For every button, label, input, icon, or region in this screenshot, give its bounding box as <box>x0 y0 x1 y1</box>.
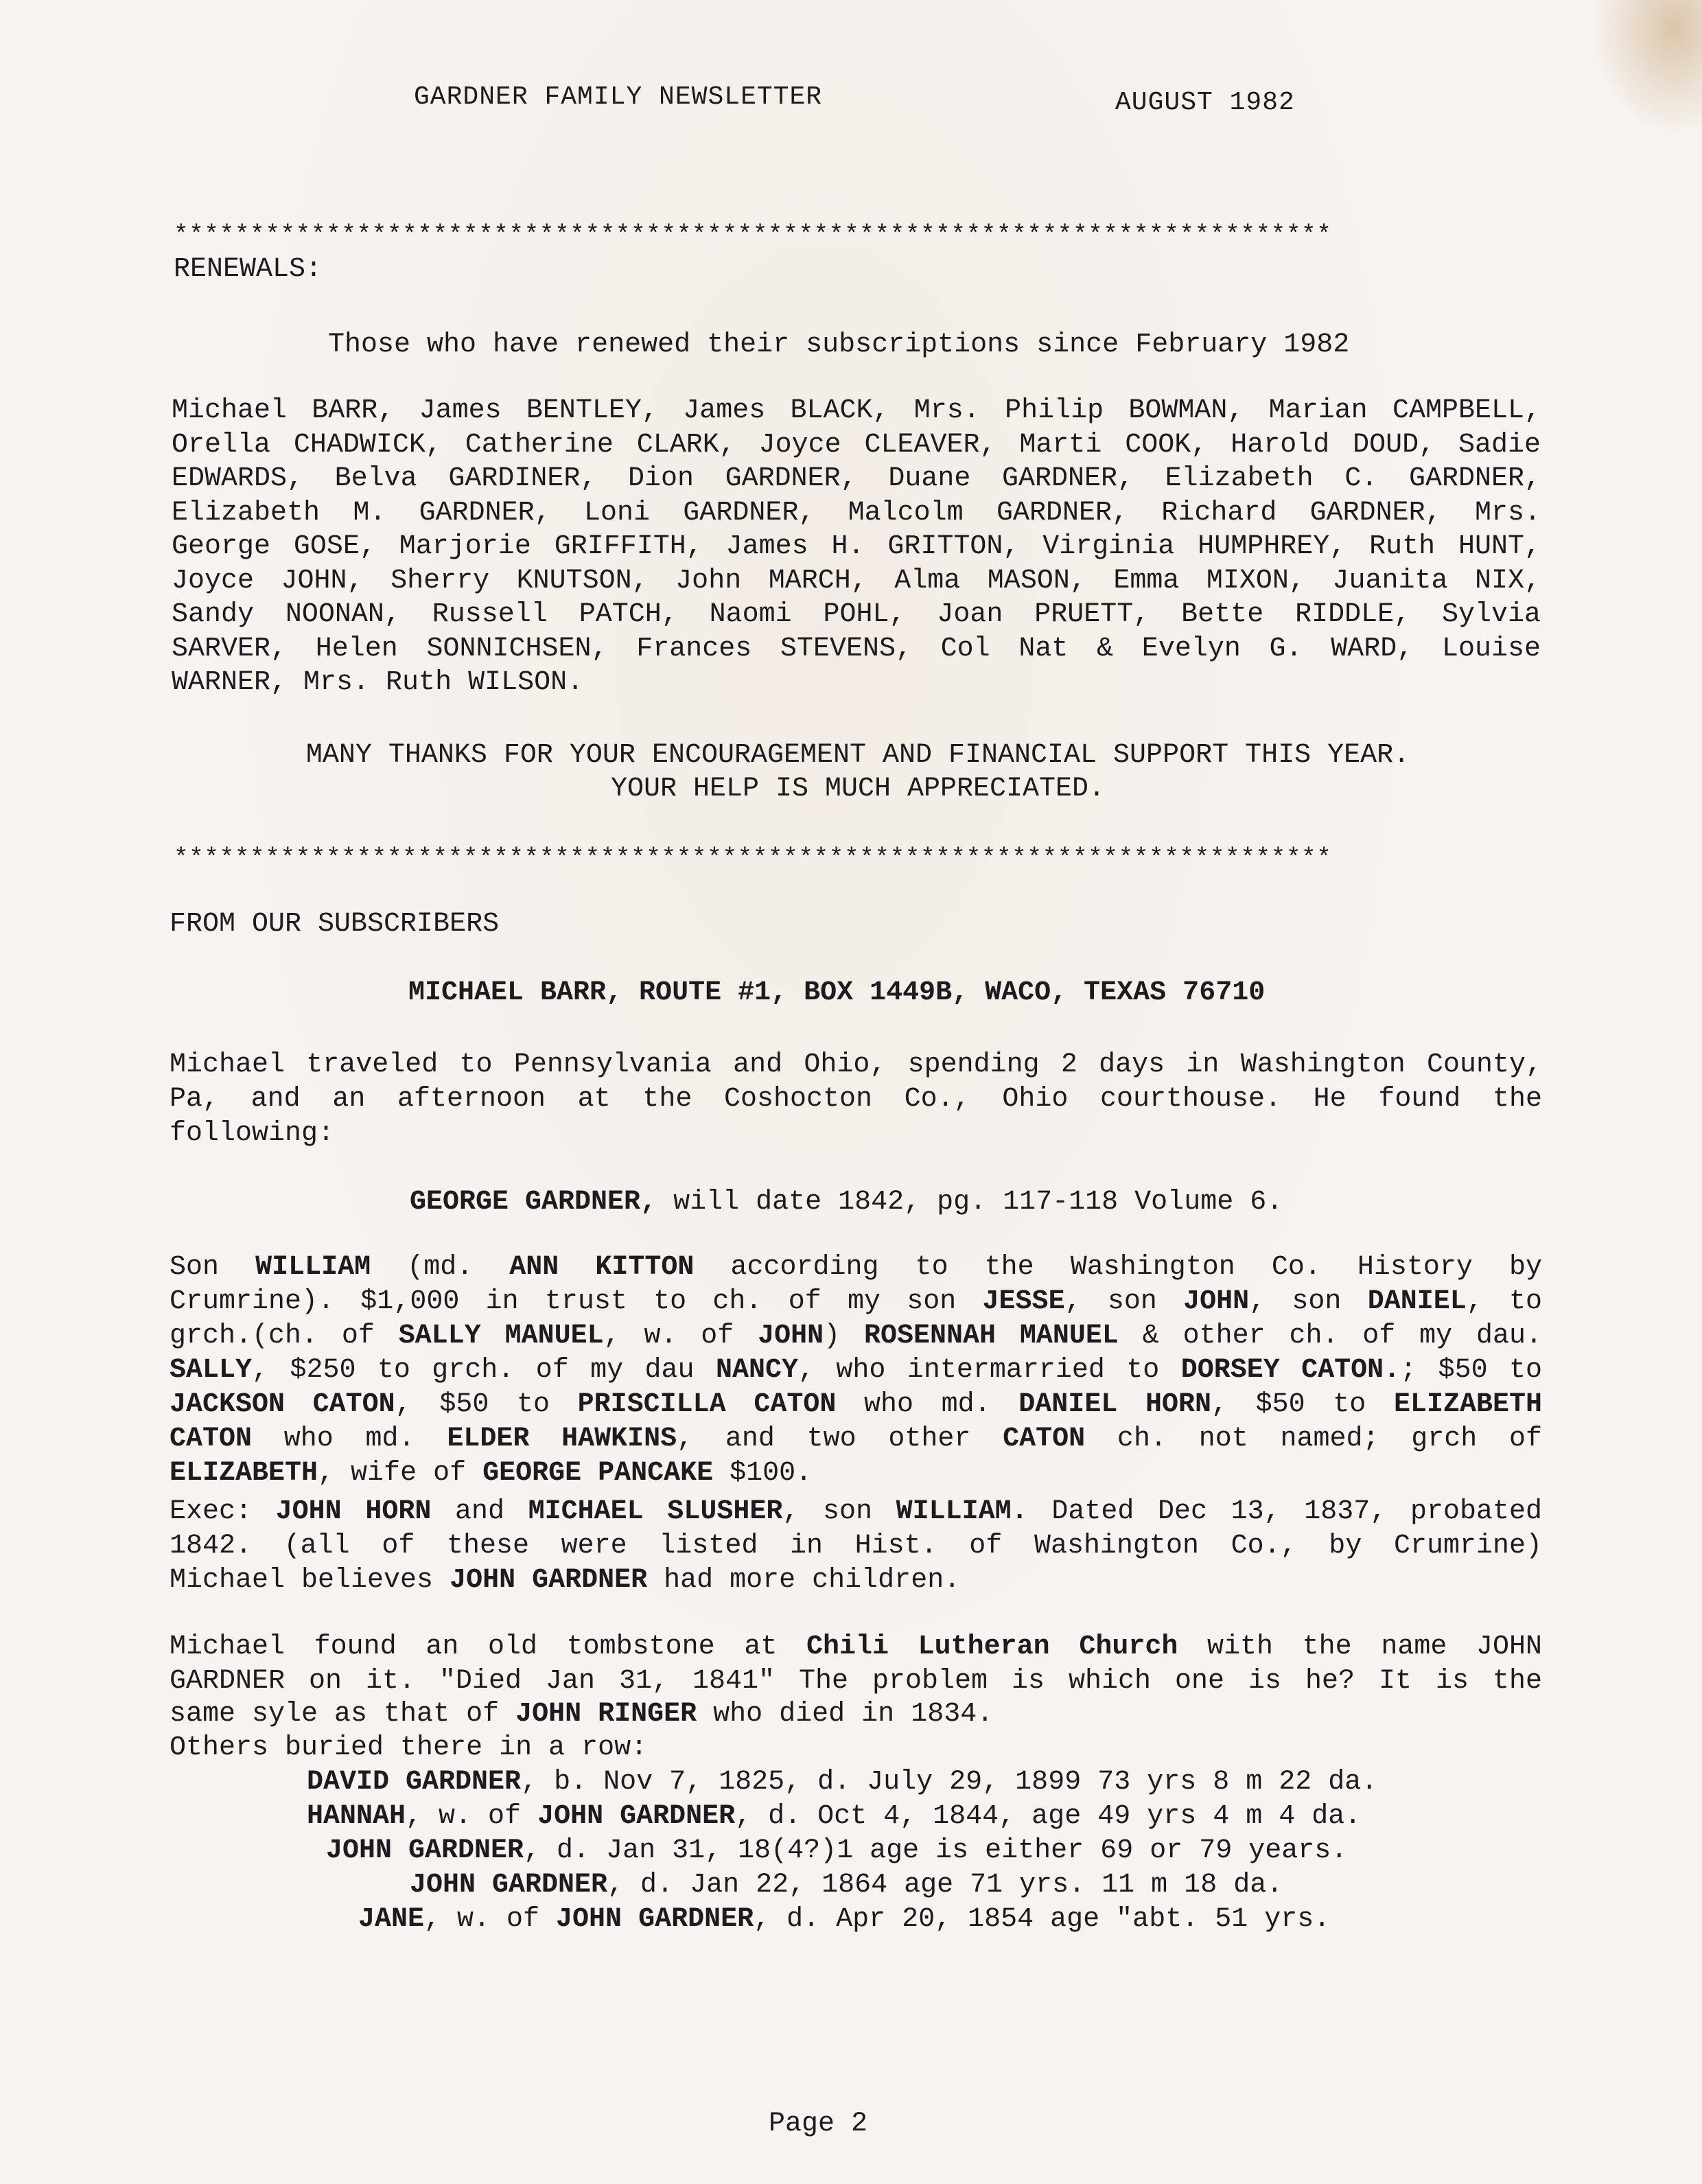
text-run: according to the Washington Co. History by <box>694 1252 1543 1283</box>
bold-name: WILLIAM <box>255 1252 371 1283</box>
will-line <box>170 1354 1542 1388</box>
text-run: Dated Dec 13, 1837, probated <box>1027 1496 1542 1527</box>
burials-list <box>0 1765 1702 1937</box>
tombstone-line <box>170 1630 1542 1664</box>
text-run: & other ch. of my dau. <box>1118 1321 1543 1351</box>
will-line <box>170 1319 1542 1354</box>
text-run: , son <box>1064 1286 1184 1317</box>
renewal-names-line: Orella CHADWICK, Catherine CLARK, Joyce CLEAVER, Marti COOK, Harold DOUD, Sadie <box>172 429 1541 461</box>
bold-name: ELDER HAWKINS <box>447 1424 677 1454</box>
text-run: , $250 to grch. of my dau <box>252 1355 716 1386</box>
text-run: had more children. <box>647 1565 961 1596</box>
will-paragraph <box>170 1251 1542 1491</box>
bold-name: JOHN HORN <box>275 1496 432 1527</box>
bold-name: DORSEY CATON. <box>1180 1355 1401 1386</box>
text-run: 1842. (all of these were listed in Hist. of Washington Co., by Crumrine) <box>170 1531 1542 1561</box>
text-run: ; $50 to <box>1400 1355 1542 1386</box>
text-run: same syle as that of <box>170 1699 516 1730</box>
thanks-line-1: MANY THANKS FOR YOUR ENCOURAGEMENT AND FINANCIAL SUPPORT THIS YEAR. <box>305 740 1410 771</box>
renewal-names-line: EDWARDS, Belva GARDINER, Dion GARDNER, Duane GARDNER, Elizabeth C. GARDNER, <box>172 463 1541 494</box>
believes-line <box>170 1564 960 1598</box>
same-style-line <box>170 1697 993 1732</box>
renewal-names-line: Joyce JOHN, Sherry KNUTSON, John MARCH, Alma MASON, Emma MIXON, Juanita NIX, <box>172 565 1541 596</box>
text-run: Exec: <box>170 1496 276 1527</box>
text-run: , d. Jan 22, 1864 age 71 yrs. 11 m 18 da. <box>607 1870 1283 1901</box>
text-run: , son <box>1249 1286 1368 1317</box>
text-run: ) <box>824 1321 865 1351</box>
text-run: , wife of <box>318 1458 483 1489</box>
will-line <box>170 1285 1542 1319</box>
subscriber-address: MICHAEL BARR, ROUTE #1, BOX 1449B, WACO, TEXAS 76710 <box>408 977 1266 1008</box>
newsletter-date: AUGUST 1982 <box>1115 88 1295 117</box>
text-run: Crumrine). $1,000 in trust to ch. of my son <box>170 1286 983 1317</box>
burial-entry <box>358 1903 1702 1937</box>
burial-entry <box>410 1868 1702 1903</box>
bold-name: JANE <box>358 1904 425 1935</box>
bold-name: SALLY <box>170 1355 253 1386</box>
bold-name: JOHN GARDNER <box>450 1565 648 1596</box>
will-details: will date 1842, pg. 117-118 Volume 6. <box>657 1187 1283 1218</box>
bold-name: JOHN <box>758 1321 824 1351</box>
renewal-names-line: Sandy NOONAN, Russell PATCH, Naomi POHL, Joan PRUETT, Bette RIDDLE, Sylvia <box>172 599 1541 630</box>
renewals-names-list <box>172 394 1541 700</box>
will-line <box>170 1251 1542 1285</box>
thanks-line-2: YOUR HELP IS MUCH APPRECIATED. <box>610 774 1106 804</box>
others-heading: Others buried there in a row: <box>170 1732 648 1763</box>
bold-name: JOHN GARDNER <box>410 1870 608 1901</box>
will-testator: GEORGE GARDNER, <box>410 1187 657 1218</box>
text-run: (md. <box>371 1252 510 1283</box>
will-line <box>170 1456 1542 1491</box>
bold-name: NANCY <box>715 1355 798 1386</box>
text-run: , d. Oct 4, 1844, age 49 yrs 4 m 4 da. <box>735 1801 1362 1832</box>
text-run: Son <box>170 1252 256 1283</box>
bold-name: CATON <box>170 1424 253 1454</box>
travel-paragraph <box>170 1048 1542 1151</box>
text-run: Michael found an old tombstone at <box>170 1631 806 1662</box>
text-run: , d. Jan 31, 18(4?)1 age is either 69 or 79 years. <box>524 1835 1348 1866</box>
renewals-heading: RENEWALS: <box>174 254 323 285</box>
same-style-text <box>170 1697 993 1732</box>
text-run: , b. Nov 7, 1825, d. July 29, 1899 73 yrs 8 m 22 da. <box>521 1767 1378 1798</box>
text-run: who md. <box>252 1424 447 1454</box>
bold-name: DANIEL HORN <box>1018 1389 1211 1420</box>
bold-name: DAVID GARDNER <box>307 1767 522 1798</box>
bold-name: PRISCILLA CATON <box>577 1389 837 1420</box>
bold-name: WILLIAM. <box>896 1496 1028 1527</box>
renewal-names-line: Elizabeth M. GARDNER, Loni GARDNER, Malcolm GARDNER, Richard GARDNER, Mrs. <box>172 497 1541 528</box>
bold-name: JOHN GARDNER <box>556 1904 754 1935</box>
bold-name: JOHN <box>1183 1286 1250 1317</box>
renewals-intro: Those who have renewed their subscriptions since February 1982 <box>328 329 1350 360</box>
bold-name: MICHAEL SLUSHER <box>528 1496 783 1527</box>
text-run: , son <box>782 1496 896 1527</box>
bold-name: GEORGE PANCAKE <box>482 1458 714 1489</box>
text-run: , $50 to <box>395 1389 578 1420</box>
bold-name: HANNAH <box>307 1801 406 1832</box>
text-run: GARDNER on it. "Died Jan 31, 1841" The problem is which one is he? It is the <box>170 1666 1542 1697</box>
executors-line <box>170 1529 1542 1564</box>
bold-name: CATON <box>1003 1424 1086 1454</box>
subscribers-heading: FROM OUR SUBSCRIBERS <box>170 909 500 940</box>
will-heading <box>410 1185 1283 1220</box>
travel-line: Michael traveled to Pennsylvania and Ohio, spending 2 days in Washington County, <box>170 1049 1542 1080</box>
separator-top: **************************************************************************** <box>174 221 1332 249</box>
renewal-names-line: WARNER, Mrs. Ruth WILSON. <box>172 667 584 698</box>
bold-name: JOHN GARDNER <box>326 1835 524 1866</box>
text-run: Michael believes <box>170 1565 450 1596</box>
text-run: , and two other <box>677 1424 1003 1454</box>
newsletter-title: GARDNER FAMILY NEWSLETTER <box>414 82 823 112</box>
bold-name: ELIZABETH <box>170 1458 318 1489</box>
executors-paragraph <box>170 1495 1542 1564</box>
renewal-names-line: George GOSE, Marjorie GRIFFITH, James H. GRITTON, Virginia HUMPHREY, Ruth HUNT, <box>172 531 1541 562</box>
text-run: ch. not named; grch of <box>1085 1424 1542 1454</box>
text-run: , $50 to <box>1211 1389 1394 1420</box>
bold-name: JOHN GARDNER <box>537 1801 736 1832</box>
burial-entry <box>326 1834 1702 1868</box>
executors-line <box>170 1495 1542 1529</box>
travel-line: following: <box>170 1118 335 1149</box>
bold-name: ROSENNAH MANUEL <box>864 1321 1119 1351</box>
page-number: Page 2 <box>769 2109 868 2139</box>
bold-name: JACKSON CATON <box>170 1389 395 1420</box>
will-line <box>170 1422 1542 1456</box>
text-run: , to <box>1466 1286 1543 1317</box>
text-run: $100. <box>713 1458 813 1489</box>
text-run: who md. <box>836 1389 1019 1420</box>
travel-line: Pa, and an afternoon at the Coshocton Co., Ohio courthouse. He found the <box>170 1084 1542 1115</box>
tombstone-paragraph <box>170 1630 1542 1699</box>
text-run: and <box>431 1496 528 1527</box>
renewal-names-line: SARVER, Helen SONNICHSEN, Frances STEVENS, Col Nat & Evelyn G. WARD, Louise <box>172 633 1541 664</box>
text-run: grch.(ch. of <box>170 1321 399 1351</box>
text-run: , w. of <box>406 1801 538 1832</box>
text-run: , d. Apr 20, 1854 age "abt. 51 yrs. <box>754 1904 1331 1935</box>
bold-name: SALLY MANUEL <box>398 1321 604 1351</box>
bold-name: JESSE <box>982 1286 1065 1317</box>
bold-name: JOHN RINGER <box>515 1699 697 1730</box>
renewal-names-line: Michael BARR, James BENTLEY, James BLACK, Mrs. Philip BOWMAN, Marian CAMPBELL, <box>172 395 1541 426</box>
bold-name: Chili Lutheran Church <box>806 1631 1178 1662</box>
text-run: who died in 1834. <box>697 1699 994 1730</box>
will-line <box>170 1388 1542 1422</box>
text-run: , who intermarried to <box>797 1355 1181 1386</box>
separator-middle: **************************************************************************** <box>174 844 1332 872</box>
bold-name: ANN KITTON <box>509 1252 695 1283</box>
bold-name: ELIZABETH <box>1393 1389 1542 1420</box>
burial-entry <box>307 1765 1702 1800</box>
burial-entry <box>307 1800 1702 1834</box>
text-run: , w. of <box>603 1321 758 1351</box>
believes-text <box>170 1564 960 1598</box>
bold-name: DANIEL <box>1367 1286 1467 1317</box>
text-run: with the name JOHN <box>1178 1631 1542 1662</box>
text-run: , w. of <box>424 1904 557 1935</box>
tombstone-line <box>170 1664 1542 1699</box>
